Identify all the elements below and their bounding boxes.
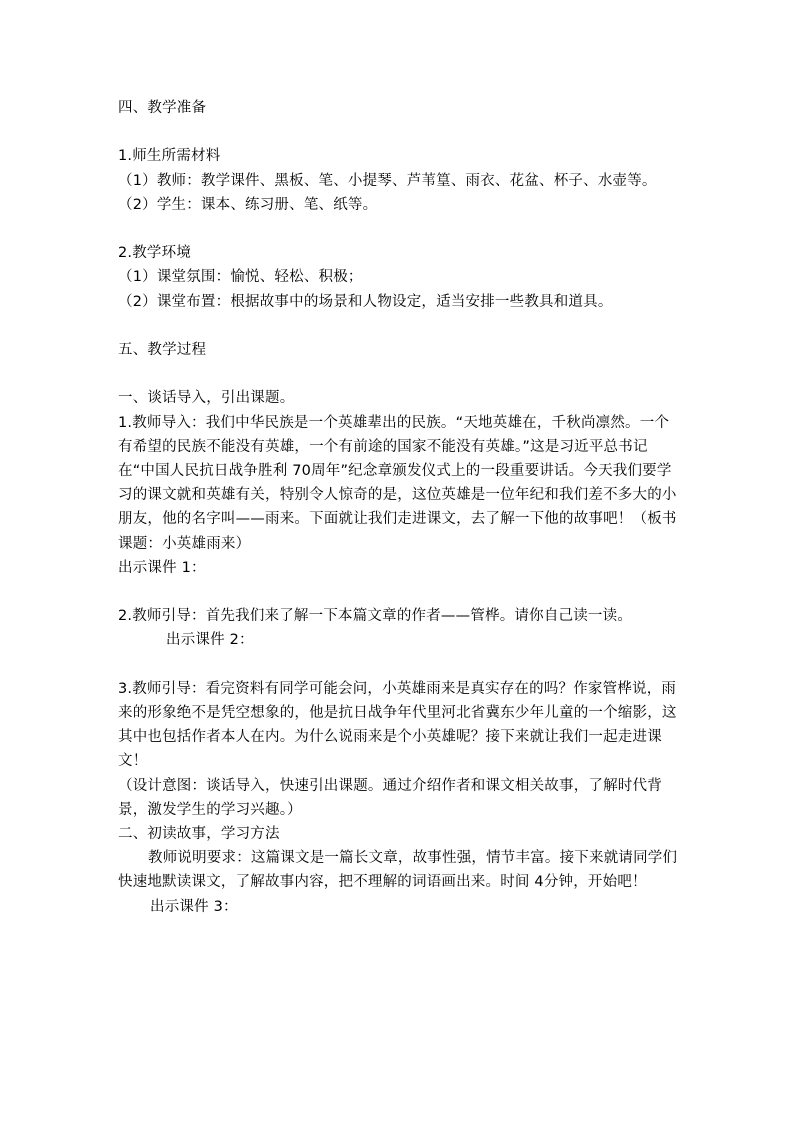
part2-heading: 二、初读故事，学习方法 — [118, 826, 280, 842]
blank-line — [118, 120, 683, 144]
environment-atmosphere: （1）课堂氛围：愉悦、轻松、积极； — [118, 269, 363, 286]
document-body — [118, 96, 683, 919]
courseware-2: 出示课件 2： — [166, 632, 254, 649]
part1-item2: 2.教师引导：首先我们来了解一下本篇文章的作者——管桦。请你自己读一读。 — [118, 608, 633, 625]
section5-heading: 五、教学过程 — [118, 341, 207, 358]
materials-student: （2）学生：课本、练习册、笔、纸等。 — [118, 196, 378, 213]
part1-item1: 1.教师导入：我们中华民族是一个英雄辈出的民族。“天地英雄在，千秋尚凛然。一个有希望的民族不能没有英雄，一个有前途的国家不能没有英雄。”这是习近平总书记在“中国人民抗日战争胜利 70周年”纪念章颁发仪式上的一段重要讲话。今天我们要学习的课文就和英雄有关，特别令人惊奇的是，这位英雄是一位年纪和我们差不多大的小朋友，他的名字叫——雨来。下面就让我们走进课文，去了解一下他的故事吧！（板书课题：小英雄雨来） — [118, 414, 677, 552]
courseware-1: 出示课件 1： — [118, 559, 206, 576]
part2-instruction: 教师说明要求：这篇课文是一篇长文章，故事性强，情节丰富。接下来就请同学们快速地默读课文，了解故事内容，把不理解的词语画出来。时间 4分钟，开始吧！ — [118, 850, 678, 891]
design-intent: （设计意图：谈话导入，快速引出课题。通过介绍作者和课文相关故事，了解时代背景，激发学生的学习兴趣。） — [118, 777, 662, 818]
blank-line — [118, 217, 683, 241]
environment-heading: 2.教学环境 — [118, 245, 192, 262]
materials-teacher: （1）教师：教学课件、黑板、笔、小提琴、芦苇篁、雨衣、花盆、杯子、水壶等。 — [118, 172, 657, 189]
blank-line — [118, 362, 683, 386]
materials-heading: 1.师生所需材料 — [118, 148, 221, 165]
environment-layout: （2）课堂布置：根据故事中的场景和人物设定，适当安排一些教具和道具。 — [118, 293, 613, 310]
blank-line — [118, 580, 683, 604]
courseware-3: 出示课件 3： — [150, 898, 238, 915]
part1-item3: 3.教师引导：看完资料有同学可能会问，小英雄雨来是真实存在的吗？作家管桦说，雨来的形象绝不是凭空想象的，他是抗日战争年代里河北省冀东少年儿童的一个缩影，这其中也包括作者本人在内。为什么说雨来是个小英雄呢？接下来就让我们一起走进课文！ — [118, 680, 677, 770]
blank-line — [118, 314, 683, 338]
part1-heading: 一、谈话导入，引出课题。 — [118, 390, 295, 407]
section4-heading: 四、教学准备 — [118, 100, 207, 116]
blank-line — [118, 653, 683, 677]
